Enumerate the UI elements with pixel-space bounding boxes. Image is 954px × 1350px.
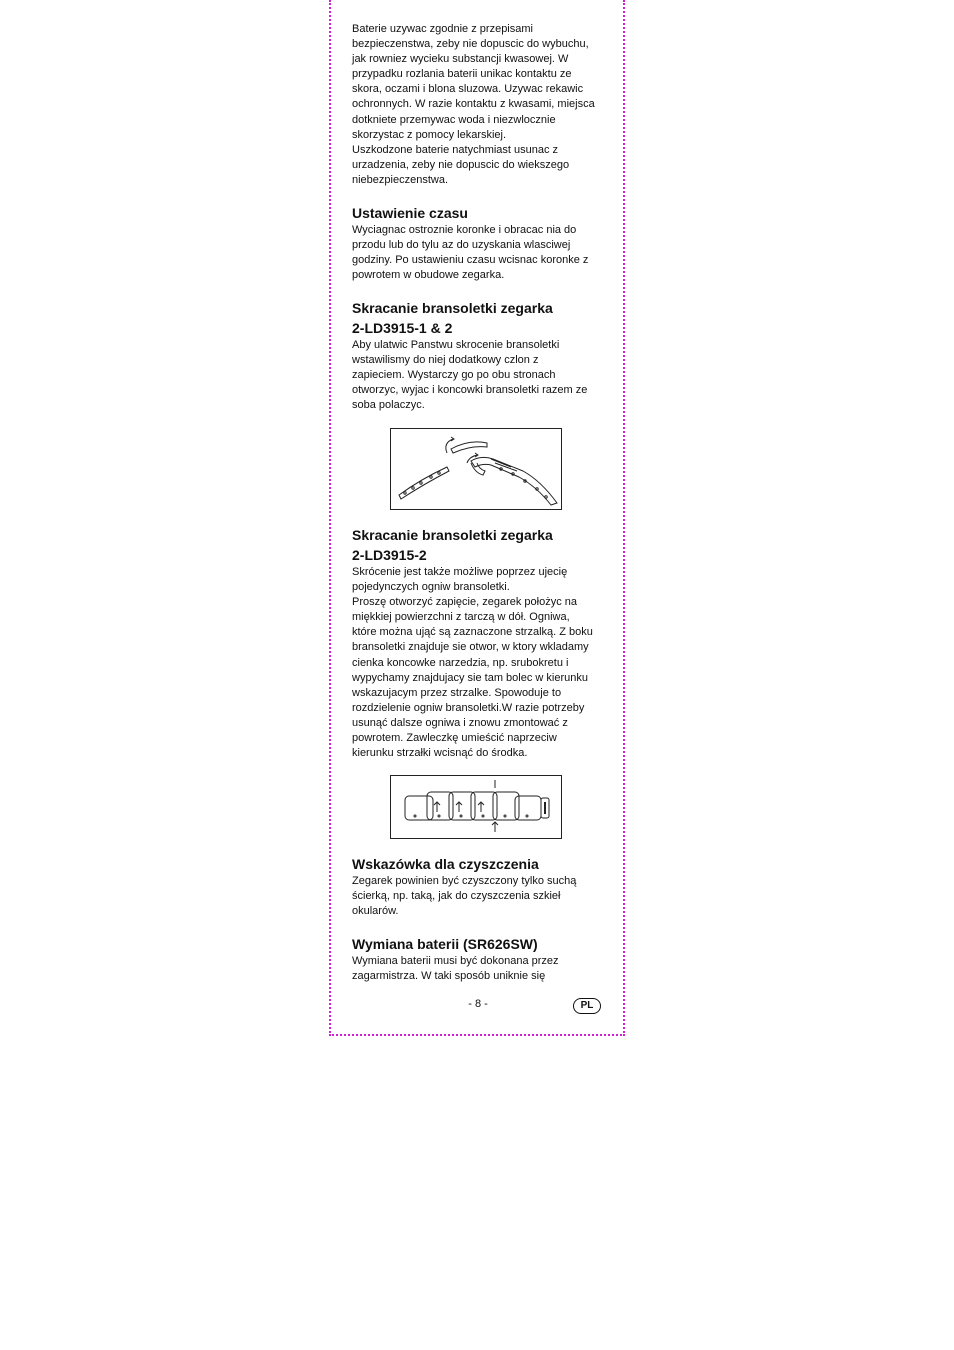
text-line: Aby ulatwic Panstwu skrocenie bransoletki — [352, 339, 560, 351]
text-line: Zegarek powinien być czyszczony tylko suchą — [352, 875, 577, 887]
text-line: ochronnych. W razie kontaktu z kwasami, miejsca — [352, 98, 595, 111]
text-line: skorzystac z pomocy lekarskiej. — [352, 128, 507, 141]
section-heading: Ustawienie czasu — [352, 205, 468, 221]
battery-safety-paragraph — [352, 22, 604, 188]
text-line: rozdzielenie ogniw bransoletki.W razie potrzeby — [352, 701, 585, 714]
text-line: niebezpieczenstwa. — [352, 173, 449, 186]
bracelet-clasp-figure — [390, 428, 562, 510]
text-line: przypadku rozlania baterii unikac kontaktu ze — [352, 68, 572, 81]
text-line: otworzyc, wyjac i koncowki bransoletki razem ze — [352, 384, 588, 397]
text-line: powrotem w obudowe zegarka. — [352, 269, 505, 282]
text-line: dotkniete przemywac woda i niezwlocznie — [352, 113, 556, 126]
section-heading: Skracanie bransoletki zegarka — [352, 527, 553, 543]
text-line: kierunku strzałki wcisnąć do środka. — [352, 747, 528, 760]
text-line: Skrócenie jest także możliwe poprzez ujecię — [352, 566, 568, 578]
section-heading: 2-LD3915-2 — [352, 547, 427, 563]
bracelet-links-illustration — [391, 776, 561, 838]
text-line: Wymiana baterii musi być dokonana przez — [352, 955, 559, 967]
text-line: urzadzenia, zeby nie dopuscic do wiekszego — [352, 158, 570, 171]
language-badge: PL — [573, 998, 601, 1014]
page-number: - 8 - — [468, 998, 488, 1010]
section-heading: Wymiana baterii (SR626SW) — [352, 936, 538, 952]
cleaning-section — [352, 854, 604, 919]
text-line: skora, oczami i blona sluzowa. Uzywac rekawic — [352, 83, 584, 96]
text-line: wypychamy znajdujacy sie tam bolec w kierunku — [352, 671, 588, 684]
text-line: cienka koncowke narzedzia, np. srubokretu i — [352, 656, 569, 669]
text-line: okularów. — [352, 905, 399, 918]
battery-replacement-section — [352, 934, 604, 984]
text-line: przodu lub do tylu az do uzyskania wlasciwej — [352, 239, 571, 252]
time-setting-section — [352, 203, 604, 283]
text-line: miękkiej powierzchni z tarczą w dół. Ogniwa, — [352, 611, 570, 624]
section-heading: Skracanie bransoletki zegarka — [352, 300, 553, 316]
text-line: Uszkodzone baterie natychmiast usunac z — [352, 143, 559, 156]
text-line: pojedynczych ogniw bransoletki. — [352, 581, 510, 594]
text-line: jak rowniez wycieku substancji kwasowej. W — [352, 53, 569, 66]
bracelet-shortening-section-2 — [352, 525, 604, 761]
text-line: powrotem. Zawleczkę umieścić naprzeciw — [352, 732, 557, 745]
bracelet-shortening-section-1 — [352, 298, 604, 413]
section-heading: 2-LD3915-1 & 2 — [352, 320, 453, 336]
text-line: godziny. Po ustawieniu czasu wcisnac koronke z — [352, 254, 589, 267]
bracelet-clasp-illustration — [391, 429, 561, 509]
text-line: wskazujacym przez strzalke. Spowoduje to — [352, 686, 562, 699]
text-line: usunąć dalsze ogniwa i znowu zmontować z — [352, 716, 568, 729]
text-line: wstawilismy do niej dodatkowy czlon z — [352, 354, 539, 367]
text-line: które można ująć są zaznaczone strzalką. Z boku — [352, 626, 593, 639]
text-line: zapieciem. Wystarczy go po obu stronach — [352, 369, 556, 382]
text-line: soba polaczyc. — [352, 399, 425, 412]
text-line: Proszę otworzyć zapięcie, zegarek położyc na — [352, 596, 577, 609]
bracelet-links-figure — [390, 775, 562, 839]
text-line: Wyciagnac ostroznie koronke i obracac nia do — [352, 224, 577, 236]
text-line: bransoletki znajduje sie otwor, w ktory wkladamy — [352, 641, 589, 654]
text-line: ścierką, np. taką, jak do czyszczenia szkieł — [352, 890, 561, 903]
text-line: zagarmistrza. W taki sposób uniknie się — [352, 970, 546, 983]
text-line: Baterie uzywac zgodnie z przepisami — [352, 23, 533, 35]
text-line: bezpieczenstwa, zeby nie dopuscic do wybuchu, — [352, 38, 589, 51]
section-heading: Wskazówka dla czyszczenia — [352, 856, 539, 872]
